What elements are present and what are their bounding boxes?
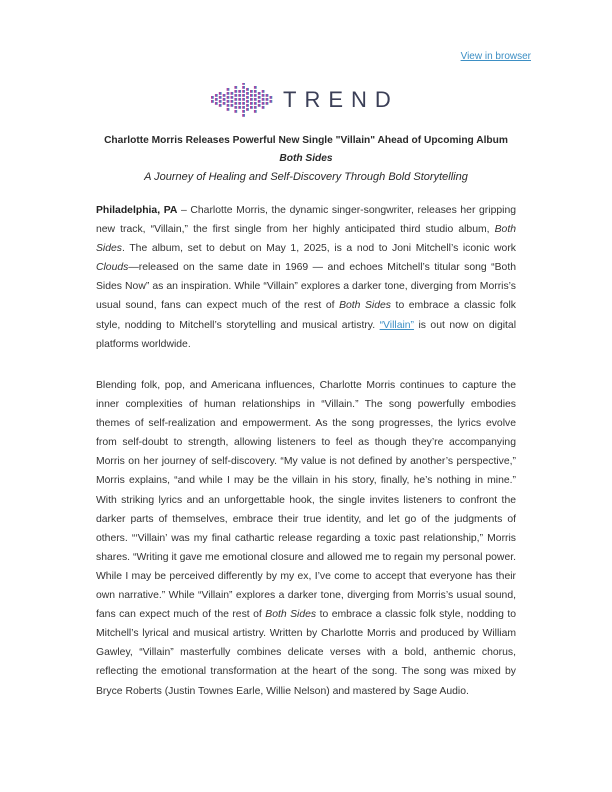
equalizer-block xyxy=(242,90,245,93)
trend-logo xyxy=(211,83,403,117)
equalizer-block xyxy=(238,90,241,93)
p1-text-1: – Charlotte Morris, the dynamic singer-songwriter, releases her gripping new track, “Villain,” the first single from her highly anticipated third studio album, xyxy=(96,205,516,236)
equalizer-block xyxy=(215,94,218,97)
p1-text-3: —released on the same date in 1969 — and echoes Mitchell’s titular song “Both Sides Now” as an inspiration. While “Villain” explores a darker tone, diverging from Morris’s usual sound, fans can expect much of the rest of xyxy=(96,262,516,312)
p2-text-2: to embrace a classic folk style, nodding to Mitchell’s lyrical and musical artistry. Written by Charlotte Morris and produced by William Gawley, “Villain” masterfully combines delicate verses with a bold, anthemic chorus, reflecting the emotional transformation at the heart of the song. The song was mixed by Bryce Roberts (Justin Townes Earle, Willie Nelson) and mastered by Sage Audio. xyxy=(96,609,516,697)
equalizer-block xyxy=(254,110,257,113)
equalizer-block xyxy=(242,102,245,105)
equalizer-block xyxy=(234,94,237,97)
headline-title: Charlotte Morris Releases Powerful New Single "Villain" Ahead of Upcoming Album xyxy=(104,135,508,146)
p2-text-1: Blending folk, pop, and Americana influences, Charlotte Morris continues to capture the inner complexities of human relationships in “Villain.” The song powerfully embodies themes of self-realization and empowerment. As the song progresses, the lyrics evolve from self-doubt to strength, allowing listeners to feel as though they’re accompanying Morris on her journey of self-discovery. “My value is not defined by another’s perspective,” Morris explains, “and while I may be the villain in his story, finally, he’s nothing in mine.” With striking lyrics and an unforgettable hook, the single invites listeners to confront the darker parts of themselves, embrace their true identity, and let go of the judgments of others. “‘Villain’ was my final cathartic release regarding a toxic past relationship,” Morris shares. “Writing it gave me emotional closure and allowed me to regain my personal power. While I may be perceived differently by my ex, I’ve come to accept that everyone has their own narrative.” While “Villain” explores a darker tone, diverging from Morris’s usual sound, fans can expect much of the rest of xyxy=(96,380,516,621)
equalizer-block xyxy=(258,92,261,95)
equalizer-block xyxy=(231,92,234,95)
equalizer-block xyxy=(250,94,253,97)
equalizer-block xyxy=(242,94,245,97)
equalizer-block xyxy=(246,92,249,95)
equalizer-block xyxy=(223,94,226,97)
equalizer-block xyxy=(211,100,214,103)
equalizer-block xyxy=(223,98,226,101)
p1-text-4: to embrace a classic folk style, nodding to Mitchell’s storytelling and musical artistry. xyxy=(96,300,516,331)
equalizer-block xyxy=(254,90,257,93)
equalizer-icon xyxy=(211,83,273,117)
equalizer-block xyxy=(227,88,230,91)
equalizer-block xyxy=(262,98,265,101)
equalizer-block xyxy=(234,106,237,109)
headline-album: Both Sides xyxy=(279,153,333,164)
equalizer-block xyxy=(215,98,218,101)
equalizer-block xyxy=(254,98,257,101)
equalizer-block xyxy=(246,108,249,111)
equalizer-block xyxy=(262,106,265,109)
headline-subtitle: A Journey of Healing and Self-Discovery Through Bold Storytelling xyxy=(144,171,468,183)
equalizer-block xyxy=(227,96,230,99)
equalizer-block xyxy=(246,96,249,99)
equalizer-block xyxy=(231,104,234,107)
album-title-2: Both Sides xyxy=(339,300,391,312)
dateline: Philadelphia, PA xyxy=(96,205,178,216)
equalizer-block xyxy=(234,102,237,105)
equalizer-block xyxy=(254,94,257,97)
equalizer-block xyxy=(231,100,234,103)
equalizer-block xyxy=(234,86,237,89)
equalizer-block xyxy=(266,94,269,97)
equalizer-block xyxy=(238,102,241,105)
equalizer-block xyxy=(227,92,230,95)
equalizer-block xyxy=(242,114,245,117)
equalizer-block xyxy=(270,96,273,99)
equalizer-block xyxy=(211,96,214,99)
equalizer-block xyxy=(242,110,245,113)
equalizer-block xyxy=(262,94,265,97)
paragraph-2 xyxy=(96,376,516,701)
equalizer-block xyxy=(262,90,265,93)
equalizer-block xyxy=(258,96,261,99)
equalizer-block xyxy=(250,106,253,109)
equalizer-block xyxy=(234,110,237,113)
equalizer-block xyxy=(266,102,269,105)
equalizer-block xyxy=(234,98,237,101)
equalizer-block xyxy=(254,106,257,109)
album-title-1: Both Sides xyxy=(96,224,516,255)
equalizer-block xyxy=(227,100,230,103)
album-title-3: Both Sides xyxy=(265,609,317,621)
equalizer-block xyxy=(238,94,241,97)
equalizer-block xyxy=(242,98,245,101)
clouds-title: Clouds xyxy=(96,262,129,274)
equalizer-block xyxy=(254,102,257,105)
equalizer-block xyxy=(238,98,241,101)
equalizer-block xyxy=(258,100,261,103)
equalizer-block xyxy=(227,108,230,111)
equalizer-block xyxy=(258,104,261,107)
equalizer-block xyxy=(215,102,218,105)
equalizer-block xyxy=(250,98,253,101)
equalizer-block xyxy=(270,100,273,103)
equalizer-block xyxy=(219,100,222,103)
equalizer-block xyxy=(238,106,241,109)
equalizer-block xyxy=(242,86,245,89)
equalizer-block xyxy=(242,83,245,85)
equalizer-block xyxy=(219,96,222,99)
logo-wordmark: TREND xyxy=(283,87,399,112)
equalizer-block xyxy=(246,88,249,91)
equalizer-block xyxy=(227,104,230,107)
equalizer-block xyxy=(242,106,245,109)
equalizer-block xyxy=(250,90,253,93)
p1-text-2: . The album, set to debut on May 1, 2025, is a nod to Joni Mitchell’s iconic work xyxy=(122,243,516,255)
equalizer-block xyxy=(223,102,226,105)
villain-link[interactable]: “Villain” xyxy=(379,319,415,331)
view-in-browser-link[interactable]: View in browser xyxy=(460,51,531,62)
paragraph-1 xyxy=(96,201,516,354)
equalizer-block xyxy=(254,86,257,89)
equalizer-block xyxy=(234,90,237,93)
equalizer-block xyxy=(262,102,265,105)
equalizer-block xyxy=(246,100,249,103)
equalizer-block xyxy=(219,92,222,95)
equalizer-block xyxy=(250,102,253,105)
p1-text-5: is out now on digital platforms worldwide. xyxy=(96,319,516,350)
equalizer-block xyxy=(219,104,222,107)
equalizer-block xyxy=(266,98,269,101)
equalizer-block xyxy=(246,104,249,107)
equalizer-block xyxy=(231,96,234,99)
